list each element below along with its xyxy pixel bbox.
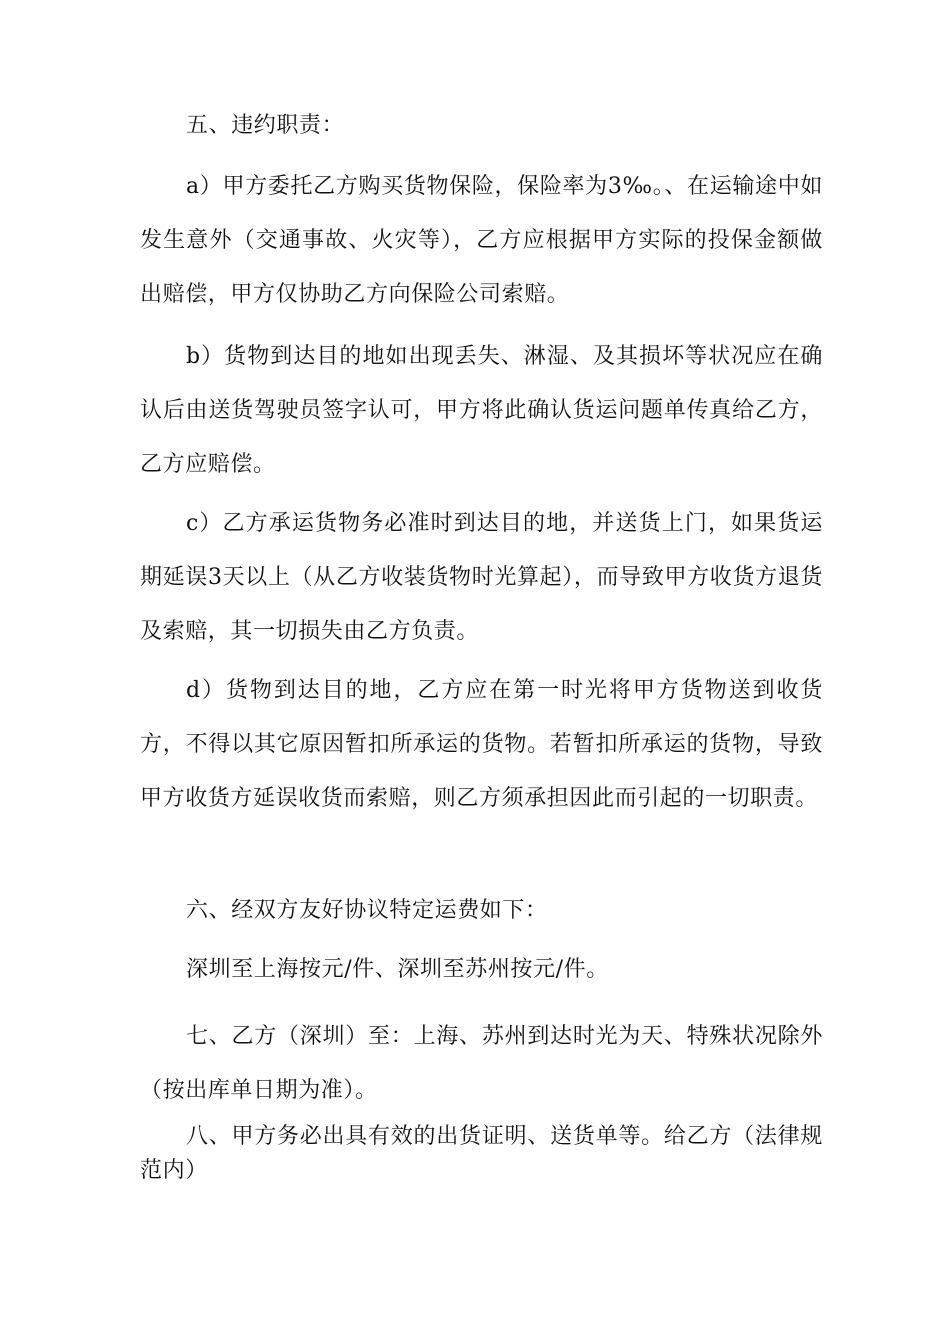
freight-rates: 深圳至上海按元/件、深圳至苏州按元/件。 xyxy=(186,957,609,982)
section-7: 七、乙方（深圳）至：上海、苏州到达时光为天、特殊状况除外（按出库单日期为准）。 xyxy=(140,1024,823,1103)
section-5-heading: 五、违约职责： xyxy=(186,113,345,138)
clause-5c: c）乙方承运货物务必准时到达目的地，并送货上门，如果货运期延误3天以上（从乙方收装货物时光算起），而导致甲方收货方退货及索赔，其一切损失由乙方负责。 xyxy=(140,511,823,644)
section-6-heading: 六、经双方友好协议特定运费如下： xyxy=(186,898,548,923)
clause-5a: a）甲方委托乙方购买货物保险，保险率为3‰。、在运输途中如发生意外（交通事故、火灾等），乙方应根据甲方实际的投保金额做出赔偿，甲方仅协助乙方向保险公司索赔。 xyxy=(140,174,823,307)
clause-5b: b）货物到达目的地如出现丢失、淋湿、及其损坏等状况应在确认后由送货驾驶员签字认可，甲方将此确认货运问题单传真给乙方，乙方应赔偿。 xyxy=(140,344,823,477)
section-8: 八、甲方务必出具有效的出货证明、送货单等。给乙方（法律规范内） xyxy=(140,1124,823,1183)
clause-5d: d）货物到达目的地，乙方应在第一时光将甲方货物送到收货方，不得以其它原因暂扣所承运的货物。若暂扣所承运的货物，导致甲方收货方延误收货而索赔，则乙方须承担因此而引起的一切职责。 xyxy=(140,678,823,811)
